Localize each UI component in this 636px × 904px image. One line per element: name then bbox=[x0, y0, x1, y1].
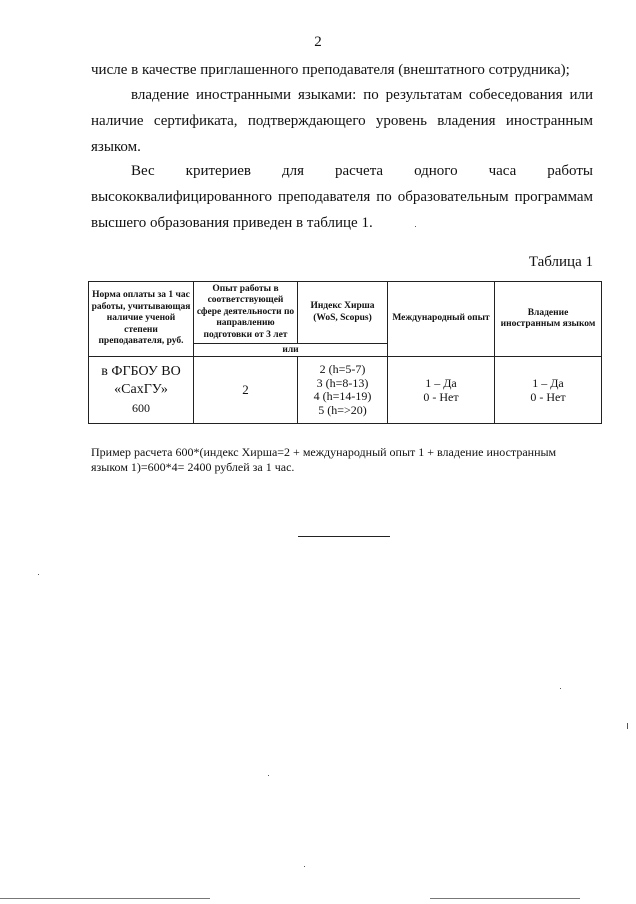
cell-language bbox=[495, 357, 602, 424]
paragraph-criteria-weight: Вес критериев для расчета одного часа работы высококвалифицированного преподавателя по образовательным программам высшего образования приведен в таблице 1. bbox=[91, 163, 593, 231]
criteria-table bbox=[88, 281, 602, 424]
scan-speck bbox=[415, 226, 416, 227]
international-yes: 1 – Да bbox=[425, 376, 457, 390]
cell-organization bbox=[89, 357, 194, 424]
org-line-1: в ФГБОУ ВО bbox=[101, 364, 181, 379]
scan-speck bbox=[304, 866, 305, 867]
header-or: или bbox=[194, 344, 388, 357]
cell-experience: 2 bbox=[194, 357, 298, 424]
hirsch-value: 2 (h=5-7) bbox=[319, 362, 366, 376]
hirsch-value: 5 (h=>20) bbox=[318, 402, 367, 417]
header-experience: Опыт работы в соответствующей сфере деятельности по направлению подготовки от 3 лет bbox=[194, 282, 298, 344]
language-no: 0 - Нет bbox=[530, 390, 566, 404]
hirsch-value: 3 (h=8-13) bbox=[316, 375, 369, 390]
header-norm: Норма оплаты за 1 час работы, учитывающая наличие ученой степени преподавателя, руб. bbox=[89, 282, 194, 357]
scan-speck bbox=[268, 775, 269, 776]
header-hirsch: Индекс Хирша (WoS, Scopus) bbox=[298, 282, 388, 344]
org-rate: 600 bbox=[132, 401, 150, 415]
table-title: Таблица 1 bbox=[528, 254, 593, 270]
hirsch-value: 4 (h=14-19) bbox=[313, 389, 372, 403]
cell-hirsch bbox=[298, 357, 388, 424]
header-language: Владение иностранным языком bbox=[495, 282, 602, 357]
org-line-2: «СахГУ» bbox=[114, 382, 168, 397]
calculation-example: Пример расчета 600*(индекс Хирша=2 + международный опыт 1 + владение иностранным языком 1)=600*4= 2400 рублей за 1 час. bbox=[91, 445, 557, 474]
scan-edge-line bbox=[0, 898, 210, 899]
scan-edge-line bbox=[430, 898, 580, 899]
language-yes: 1 – Да bbox=[532, 376, 564, 390]
cell-international bbox=[388, 357, 495, 424]
scan-speck bbox=[627, 723, 628, 729]
scan-speck bbox=[560, 688, 561, 689]
international-no: 0 - Нет bbox=[423, 390, 459, 404]
page-number: 2 bbox=[314, 34, 322, 50]
header-international: Международный опыт bbox=[388, 282, 495, 357]
paragraph-languages: владение иностранными языками: по результатам собеседования или наличие сертификата, подтверждающего уровень владения иностранным языком. bbox=[91, 87, 593, 155]
paragraph-continuation: числе в качестве приглашенного преподавателя (внештатного сотрудника); bbox=[91, 62, 570, 78]
end-rule bbox=[298, 536, 390, 537]
scan-speck bbox=[38, 574, 39, 575]
